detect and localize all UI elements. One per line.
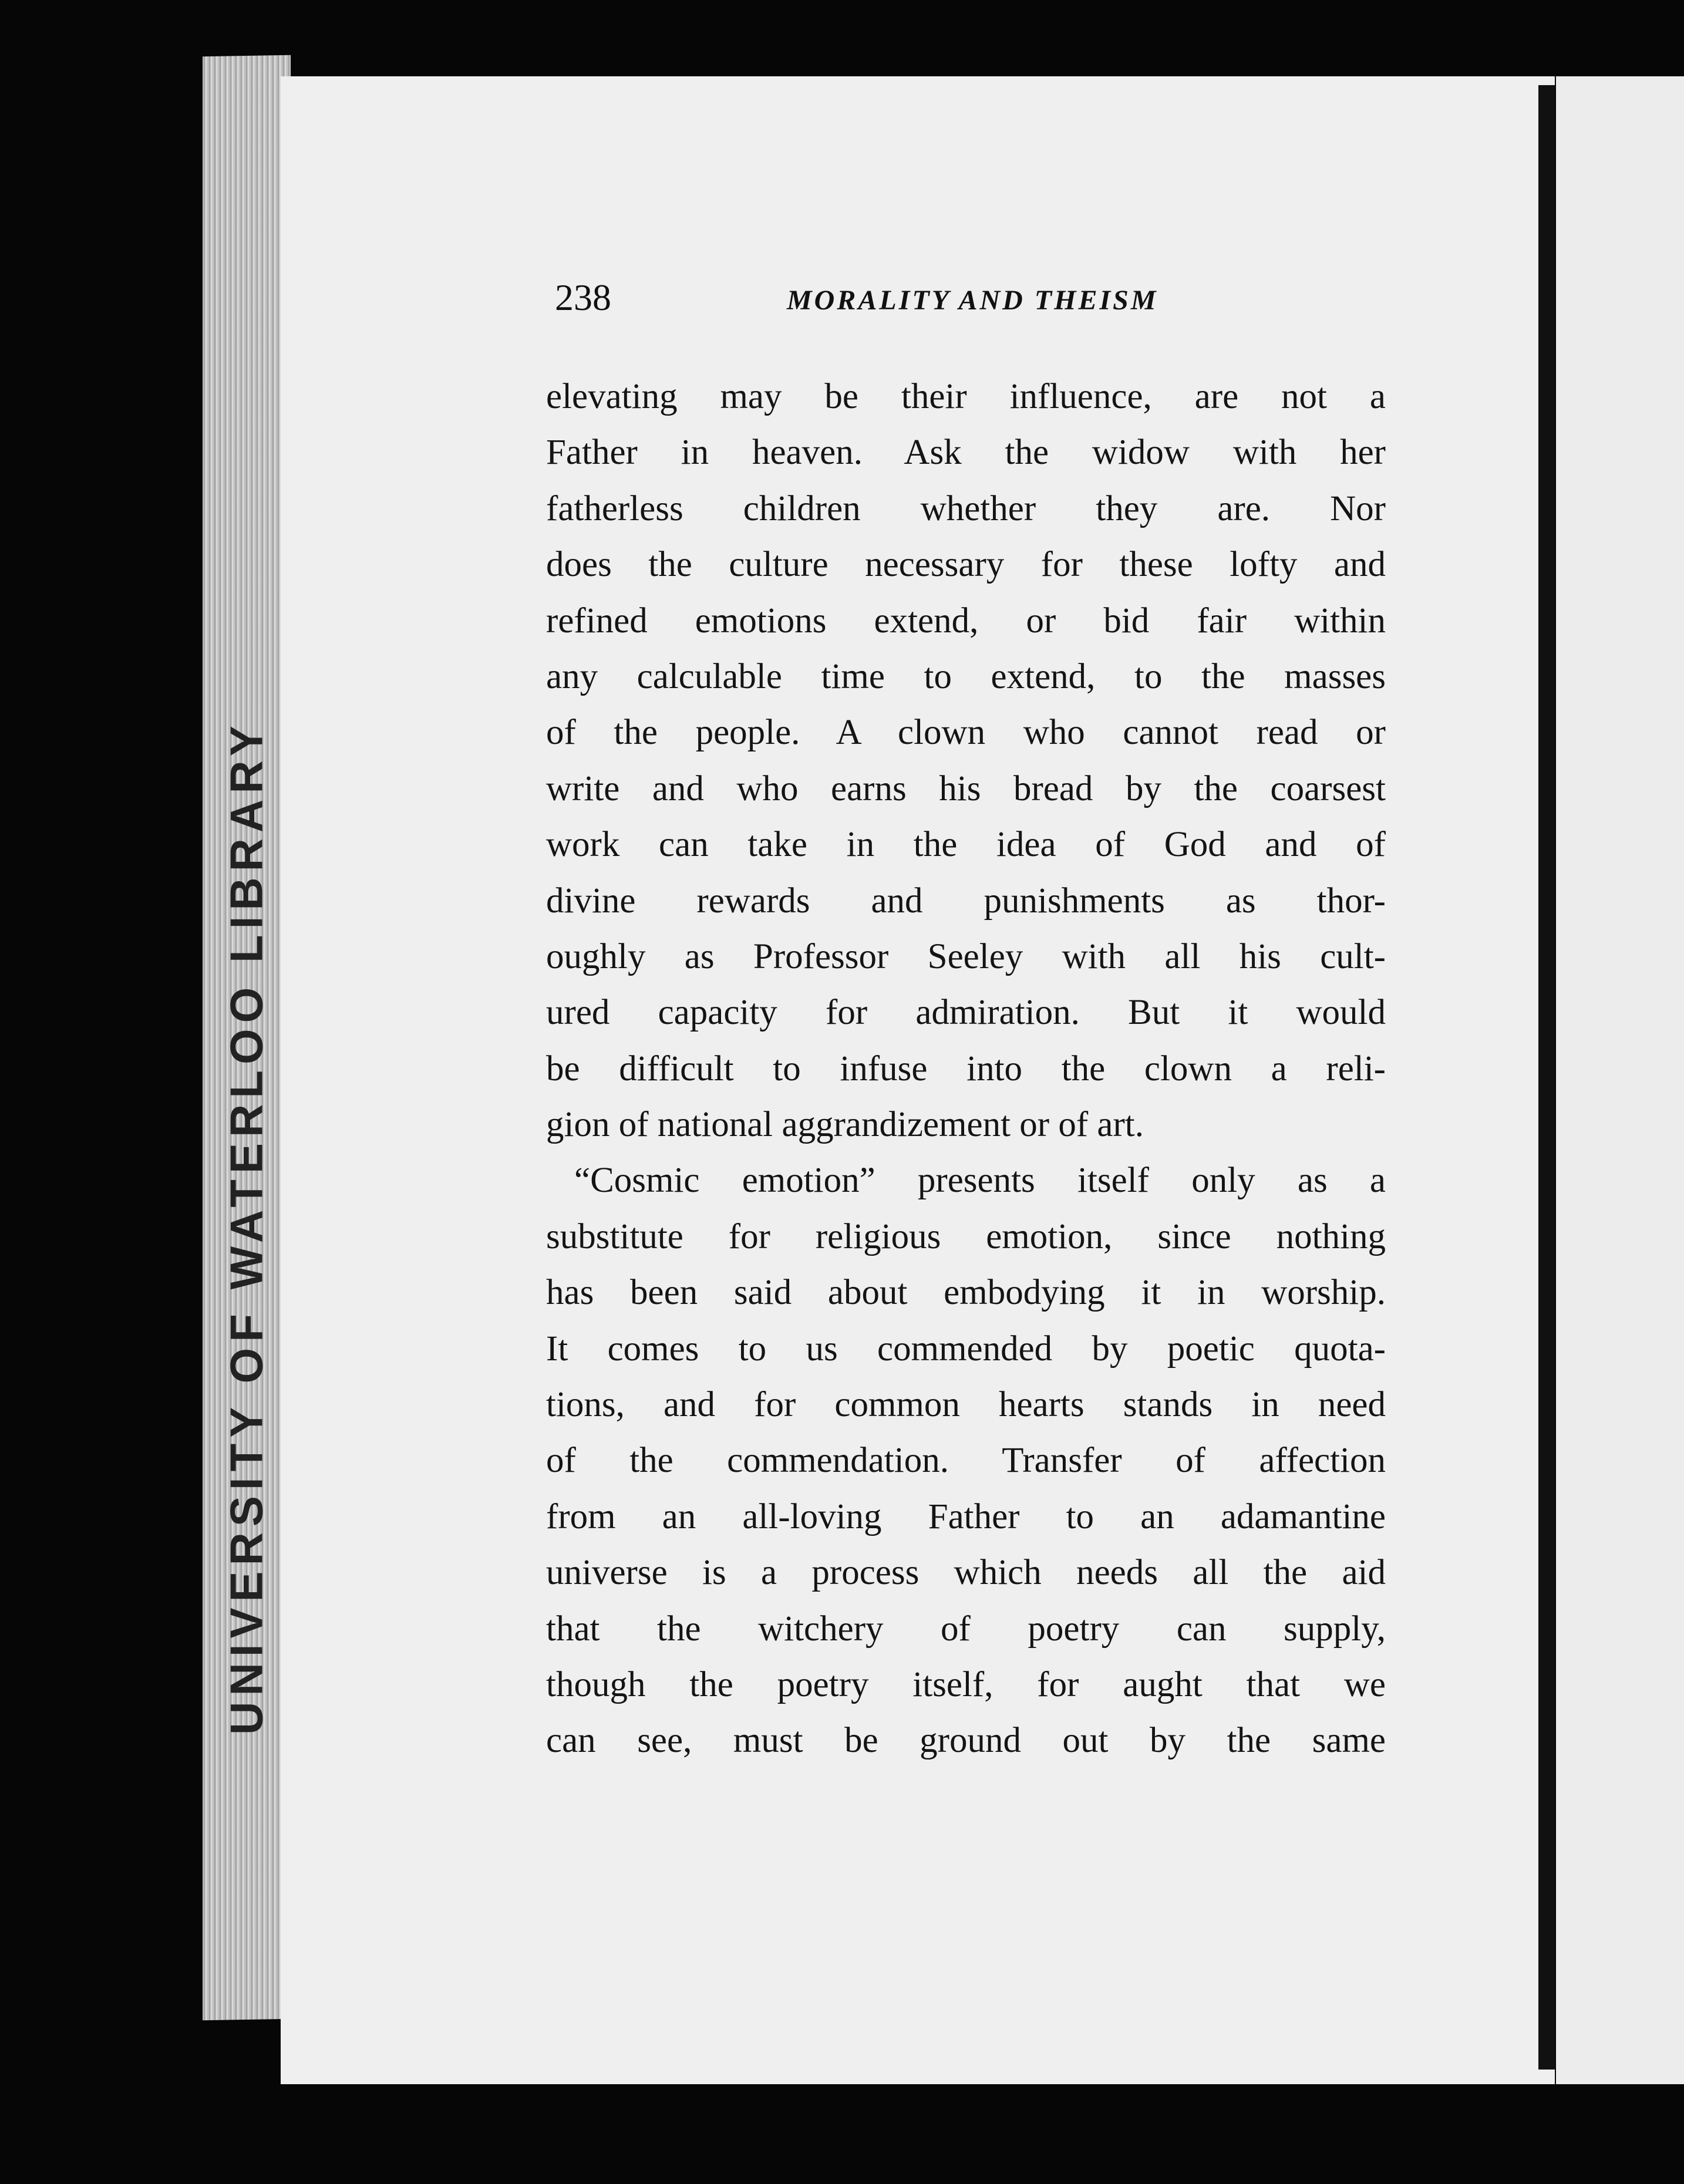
text-line: elevating may be their influence, are not a	[546, 377, 1386, 416]
running-title: MORALITY AND THEISM	[787, 285, 1158, 316]
text-line: “Cosmic emotion” presents itself only as a	[574, 1161, 1386, 1201]
running-head	[555, 276, 1400, 341]
facing-page-edge	[1556, 76, 1684, 2084]
text-line: though the poetry itself, for aught that we	[546, 1664, 1386, 1704]
text-line: work can take in the idea of God and of	[546, 825, 1386, 865]
library-edge-stamp	[220, 646, 272, 1791]
text-line: be difficult to infuse into the clown a reli-	[546, 1049, 1386, 1088]
text-line: of the people. A clown who cannot read or	[546, 713, 1386, 753]
text-line: write and who earns his bread by the coarsest	[546, 769, 1386, 808]
text-line: divine rewards and punishments as thor-	[546, 881, 1386, 921]
text-line: of the commendation. Transfer of affection	[546, 1441, 1386, 1481]
text-line: has been said about embodying it in worship.	[546, 1273, 1386, 1313]
text-line: can see, must be ground out by the same	[546, 1721, 1386, 1761]
text-line: that the witchery of poetry can supply,	[546, 1609, 1386, 1649]
text-line: tions, and for common hearts stands in need	[546, 1385, 1386, 1425]
text-line: gion of national aggrandizement or of art.	[546, 1105, 1144, 1145]
text-line: ured capacity for admiration. But it would	[546, 993, 1386, 1033]
text-line: fatherless children whether they are. Nor	[546, 488, 1386, 528]
page-number: 238	[555, 277, 611, 318]
text-line: substitute for religious emotion, since nothing	[546, 1216, 1386, 1256]
body-text	[546, 369, 1386, 1769]
text-line: universe is a process which needs all the aid	[546, 1553, 1386, 1593]
text-line: oughly as Professor Seeley with all his cult-	[546, 936, 1386, 976]
page-gutter	[1538, 85, 1555, 2070]
text-line: Father in heaven. Ask the widow with her	[546, 433, 1386, 473]
text-line: It comes to us commended by poetic quota-	[546, 1329, 1386, 1369]
edge-stamp-text: UNIVERSITY OF WATERLOO LIBRARY	[220, 720, 272, 1735]
text-line: any calculable time to extend, to the masses	[546, 656, 1386, 696]
text-line: from an all-loving Father to an adamantine	[546, 1497, 1386, 1536]
text-line: refined emotions extend, or bid fair within	[546, 601, 1386, 641]
text-line: does the culture necessary for these lofty and	[546, 545, 1386, 585]
